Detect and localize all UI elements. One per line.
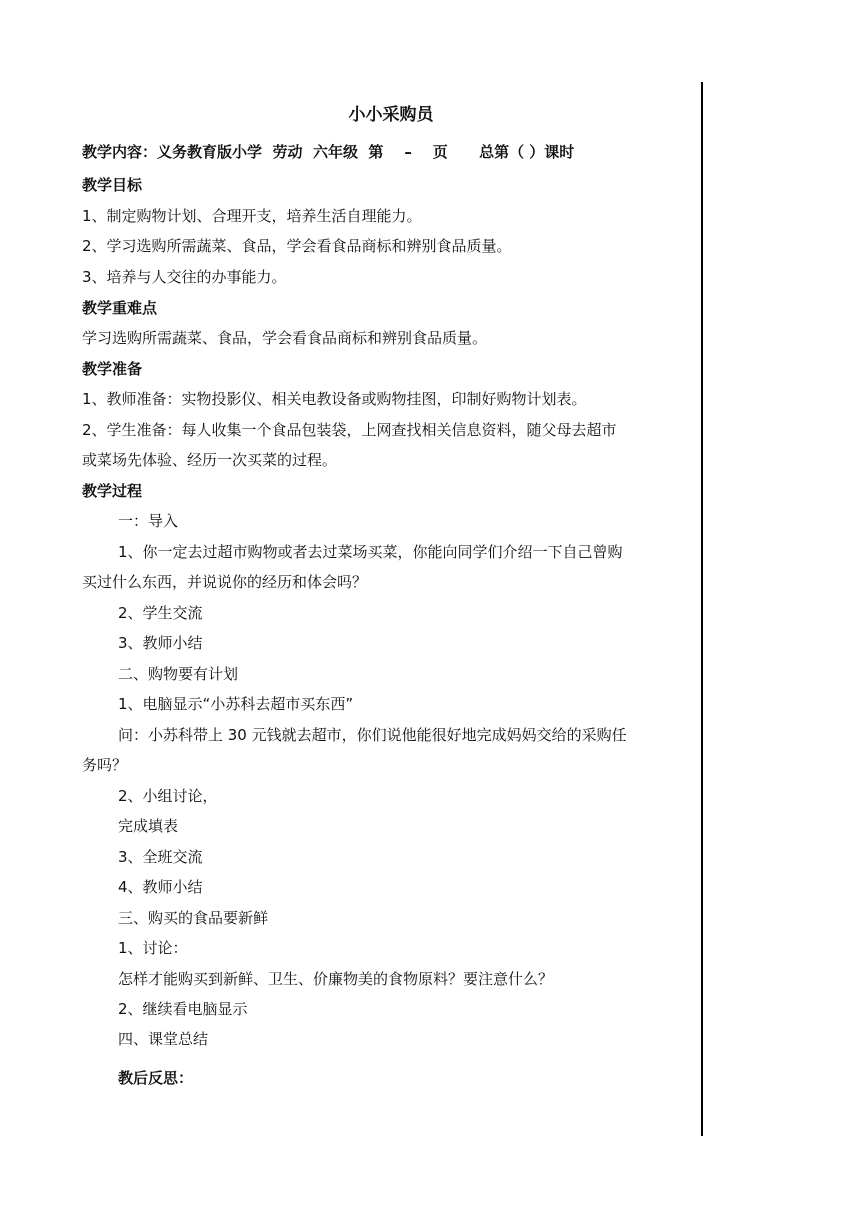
reflection-label: 教后反思： [118, 1069, 194, 1087]
student-preparation-line1: 2、学生准备：每人收集一个食品包装袋，上网查找相关信息资料，随父母去超市 [82, 421, 617, 439]
fresh-item-2: 2、继续看电脑显示 [118, 1000, 248, 1018]
page-prefix: 第 [368, 143, 384, 161]
key-points-heading: 教学重难点 [82, 299, 158, 317]
page-dash: – [404, 143, 412, 161]
plan-item-3: 3、全班交流 [118, 848, 203, 866]
objective-item: 1、制定购物计划、合理开支，培养生活自理能力。 [82, 207, 422, 225]
plan-item-2b: 完成填表 [118, 817, 179, 835]
student-preparation-line2: 或菜场先体验、经历一次买菜的过程。 [82, 451, 338, 469]
plan-item-2: 2、小组讨论， [118, 787, 218, 805]
key-points-text: 学习选购所需蔬菜、食品，学会看食品商标和辨别食品质量。 [82, 329, 488, 347]
fresh-question: 怎样才能购买到新鲜、卫生、价廉物美的食物原料？要注意什么？ [118, 970, 554, 988]
right-border-line [701, 82, 703, 1136]
objective-item: 2、学习选购所需蔬菜、食品，学会看食品商标和辨别食品质量。 [82, 237, 512, 255]
teacher-preparation: 1、教师准备：实物投影仪、相关电教设备或购物挂图，印制好购物计划表。 [82, 390, 587, 408]
subject-text: 劳动 [272, 143, 303, 161]
intro-item-3: 3、教师小结 [118, 634, 203, 652]
objective-item: 3、培养与人交往的办事能力。 [82, 268, 287, 286]
intro-item-2: 2、学生交流 [118, 604, 203, 622]
section-summary-title: 四、课堂总结 [118, 1030, 209, 1048]
objectives-heading: 教学目标 [82, 176, 143, 194]
plan-item-4: 4、教师小结 [118, 878, 203, 896]
page-suffix: 页 [432, 143, 448, 161]
content-label: 教学内容： [82, 143, 158, 161]
plan-question-line1: 问：小苏科带上 30 元钱就去超市，你们说他能很好地完成妈妈交给的采购任 [118, 726, 627, 744]
grade-text: 六年级 [312, 143, 358, 161]
section-intro-title: 一：导入 [118, 512, 179, 530]
plan-question-line2: 务吗？ [82, 756, 128, 774]
teaching-content-line [82, 137, 698, 167]
intro-question-line1: 1、你一定去过超市购物或者去过菜场买菜，你能向同学们介绍一下自己曾购 [118, 543, 623, 561]
section-fresh-title: 三、购买的食品要新鲜 [118, 909, 269, 927]
edition-text: 义务教育版小学 [157, 143, 263, 161]
section-plan-title: 二、购物要有计划 [118, 665, 239, 683]
plan-item-1: 1、电脑显示“小苏科去超市买东西” [118, 695, 354, 713]
preparation-heading: 教学准备 [82, 360, 143, 378]
page-title: 小小采购员 [348, 105, 434, 125]
fresh-item-1: 1、讨论： [118, 939, 188, 957]
period-text: 总第（ ）课时 [479, 143, 575, 161]
intro-question-line2: 买过什么东西，并说说你的经历和体会吗？ [82, 573, 368, 591]
process-heading: 教学过程 [82, 482, 143, 500]
